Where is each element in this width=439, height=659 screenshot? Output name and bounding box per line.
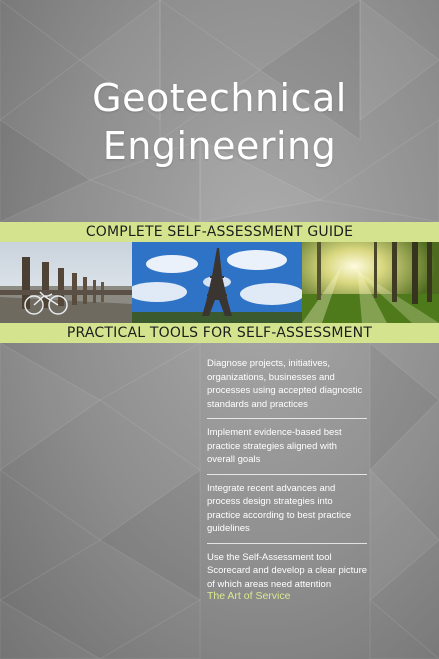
bullet-list	[207, 357, 367, 605]
sunlit-forest-image	[302, 242, 439, 323]
bullet-item-diagnose: Diagnose projects, initiatives, organizations, businesses and processes using accepted diagnostic standards and practices	[207, 357, 367, 419]
bullet-item-scorecard: Use the Self-Assessment tool Scorecard and develop a clear picture of which areas need attention	[207, 551, 368, 590]
publisher-name: The Art of Service	[207, 590, 291, 602]
practical-tools-band: PRACTICAL TOOLS FOR SELF-ASSESSMENT	[0, 323, 439, 343]
bullet-item-implement: Implement evidence-based best practice strategies aligned with overall goals	[207, 426, 367, 475]
complete-guide-band: COMPLETE SELF-ASSESSMENT GUIDE	[0, 222, 439, 242]
bullet-item-integrate: Integrate recent advances and process design strategies into practice according to best practice guidelines	[207, 482, 367, 544]
book-title	[0, 74, 439, 170]
title-line-1: Geotechnical	[92, 76, 347, 120]
photo-strip	[0, 242, 439, 323]
title-line-2: Engineering	[102, 124, 337, 168]
eiffel-tower-sky-image	[132, 242, 302, 323]
beach-bicycle-groynes-image	[0, 242, 132, 323]
